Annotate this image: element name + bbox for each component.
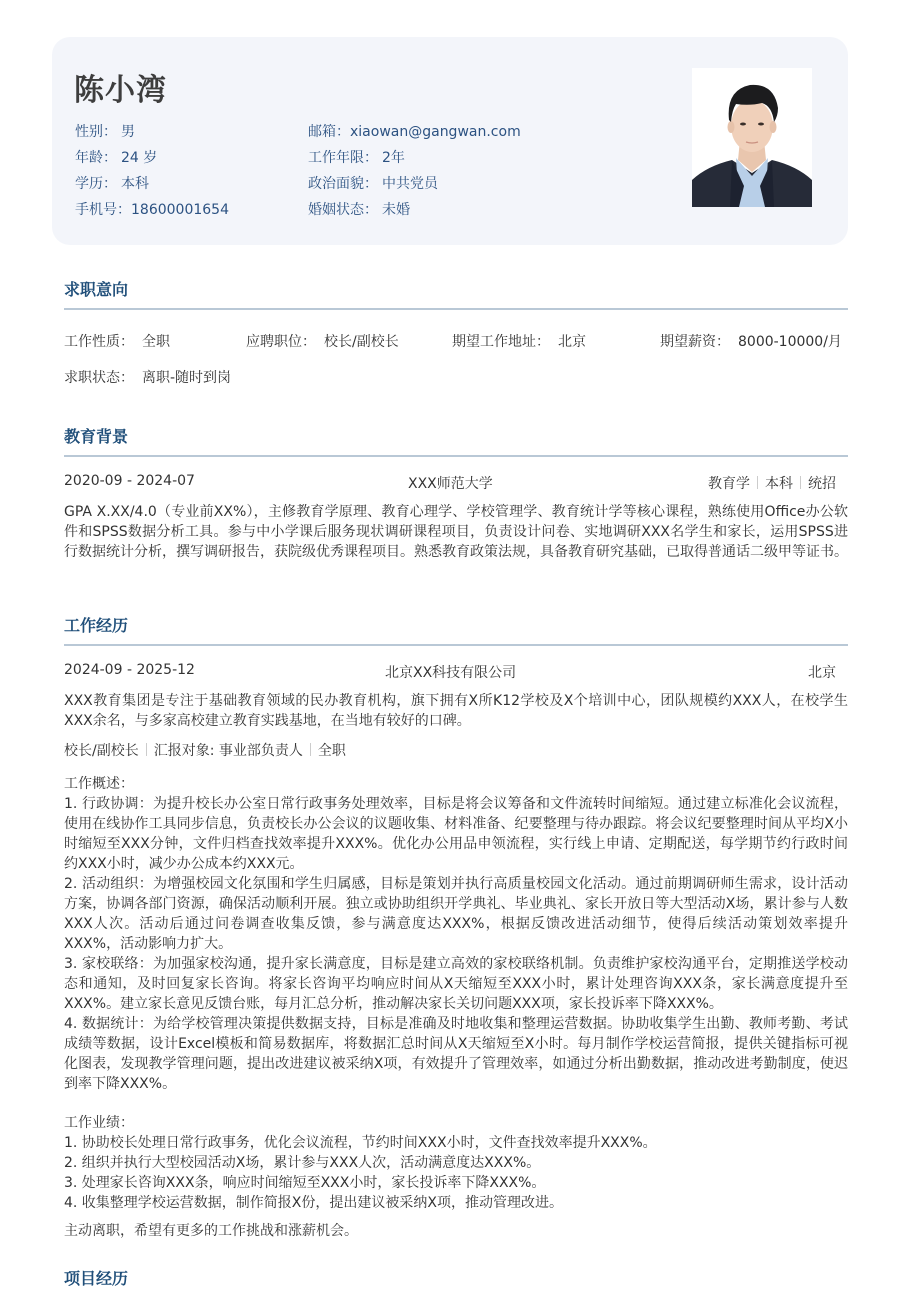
overview-item: 4. 数据统计：为给学校管理决策提供数据支持，目标是准确及时地收集和整理运营数据。协助收集学生出勤、教师考勤、考试成绩等数据，设计Excel模板和简易数据库，将数据汇总时间从X天缩短至X小时。每月制作学校运营简报，提供关键指标可视化图表，发现教学管理问题，提出改进建议被采纳X项，有效提升了管理效率，如通过分析出勤数据，推动改进考勤制度，使迟到率下降XXX%。 (64, 1016, 848, 1092)
info-value: 本科 (121, 176, 149, 192)
candidate-name: 陈小湾 (74, 73, 167, 108)
info-marital-status (308, 199, 410, 219)
intent-location (452, 331, 586, 351)
info-label: 政治面貌： (308, 176, 378, 192)
overview-title: 工作概述： (64, 776, 134, 792)
achievements-title: 工作业绩： (64, 1115, 134, 1131)
education-school: XXX师范大学 (408, 476, 493, 492)
education-description: GPA X.XX/4.0（专业前XX%），主修教育学原理、教育心理学、学校管理学、教育统计学等核心课程，熟练使用Office办公软件和SPSS数据分析工具。参与中小学课后服务现状调研课程项目，负责设计问卷、实地调研XXX名学生和家长，运用SPSS进行数据统计分析，撰写调研报告，获院级优秀课程项目。熟悉教育政策法规，具备教育研究基础，已取得普通话二级甲等证书。 (64, 504, 848, 560)
info-label: 工作年限： (308, 150, 378, 166)
field-label: 期望薪资： (660, 334, 730, 350)
section-divider (64, 644, 848, 646)
section-title-project: 项目经历 (64, 1269, 129, 1288)
field-label: 期望工作地址： (452, 334, 550, 350)
intent-position (246, 331, 399, 351)
info-value: 男 (121, 124, 135, 140)
info-political-status (308, 173, 438, 193)
tag-separator (310, 743, 311, 756)
person-portrait-icon (692, 68, 812, 207)
info-work-years (308, 147, 405, 167)
leave-reason: 主动离职，希望有更多的工作挑战和涨薪机会。 (64, 1223, 358, 1239)
education-degree: 本科 (765, 476, 793, 492)
field-value: 北京 (558, 334, 586, 350)
company-intro: XXX教育集团是专注于基础教育领域的民办教育机构，旗下拥有X所K12学校及X个培训中心，团队规模约XXX人，在校学生XXX余名，与多家高校建立教育实践基地，在当地有较好的口碑。 (64, 693, 848, 729)
section-title-job-intent: 求职意向 (64, 280, 129, 299)
work-location: 北京 (808, 665, 836, 681)
info-value: 24 岁 (121, 150, 158, 166)
education-period: 2020-09 - 2024-07 (64, 473, 195, 489)
education-enrollment-type: 统招 (808, 476, 836, 492)
info-label: 手机号： (75, 202, 131, 218)
intent-salary (660, 331, 842, 351)
work-report-to: 汇报对象: 事业部负责人 (153, 743, 303, 759)
achievement-item: 4. 收集整理学校运营数据，制作简报X份，提出建议被采纳X项，推动管理改进。 (64, 1195, 563, 1211)
field-value: 全职 (142, 334, 170, 350)
info-value: 中共党员 (382, 176, 438, 192)
tag-separator (800, 476, 801, 489)
info-value: 18600001654 (131, 202, 229, 218)
intent-work-type (64, 331, 170, 351)
achievement-item: 3. 处理家长咨询XXX条，响应时间缩短至XXX小时，家长投诉率下降XXX%。 (64, 1175, 546, 1191)
work-period: 2024-09 - 2025-12 (64, 662, 195, 678)
info-label: 邮箱： (308, 124, 350, 140)
overview-item: 3. 家校联络：为加强家校沟通，提升家长满意度，目标是建立高效的家校联络机制。负责维护家校沟通平台，定期推送学校动态和通知，及时回复家长咨询。将家长咨询平均响应时间从X天缩短至XXX小时，累计处理咨询XXX条，家长满意度提升至XXX%。建立家长意见反馈台账，每月汇总分析，推动解决家长关切问题XXX项，家长投诉率下降XXX%。 (64, 956, 848, 1012)
section-divider (64, 455, 848, 457)
field-value: 离职-随时到岗 (142, 370, 232, 386)
intent-status (64, 367, 231, 387)
info-value: 未婚 (382, 202, 410, 218)
field-label: 应聘职位： (246, 334, 316, 350)
profile-photo (692, 68, 812, 207)
profile-header-card (52, 37, 848, 245)
work-role: 校长/副校长 (64, 743, 139, 759)
info-label: 年龄： (75, 150, 117, 166)
education-major: 教育学 (708, 476, 750, 492)
section-divider (64, 308, 848, 310)
field-value: 8000-10000/月 (738, 334, 842, 350)
work-overview (64, 774, 848, 1094)
overview-item: 1. 行政协调：为提升校长办公室日常行政事务处理效率，目标是将会议筹备和文件流转时间缩短。通过建立标准化会议流程，使用在线协作工具同步信息，负责校长办公会议的议题收集、材料准备、纪要整理与待办跟踪。将会议纪要整理时间从平均X小时缩短至XXX分钟，文件归档查找效率提升XXX%。优化办公用品申领流程，实行线上申请、定期配送，每学期节约行政时间约XXX小时，减少办公成本约XXX元。 (64, 796, 848, 872)
info-value[interactable]: xiaowan@gangwan.com (350, 124, 521, 140)
overview-item: 2. 活动组织：为增强校园文化氛围和学生归属感，目标是策划并执行高质量校园文化活动。通过前期调研师生需求，设计活动方案，协调各部门资源，确保活动顺利开展。独立或协助组织开学典礼、毕业典礼、家长开放日等大型活动X场，累计参与人数XXX人次。活动后通过问卷调查收集反馈，参与满意度达XXX%，根据反馈改进活动细节，使得后续活动策划效率提升XXX%，活动影响力扩大。 (64, 876, 848, 952)
info-phone (75, 199, 229, 219)
section-title-work: 工作经历 (64, 616, 129, 635)
work-tags (64, 740, 346, 760)
info-label: 性别： (75, 124, 117, 140)
info-label: 学历： (75, 176, 117, 192)
work-employment-type: 全职 (317, 743, 346, 759)
education-tags (708, 473, 836, 493)
info-age (75, 147, 157, 167)
info-label: 婚姻状态： (308, 202, 378, 218)
info-degree (75, 173, 149, 193)
field-label: 求职状态： (64, 370, 134, 386)
tag-separator (146, 743, 147, 756)
field-value: 校长/副校长 (324, 334, 399, 350)
info-value: 2年 (382, 150, 405, 166)
achievement-item: 2. 组织并执行大型校园活动X场，累计参与XXX人次，活动满意度达XXX%。 (64, 1155, 541, 1171)
work-achievements (64, 1113, 848, 1213)
work-company: 北京XX科技有限公司 (385, 665, 517, 681)
info-gender (75, 121, 135, 141)
section-title-education: 教育背景 (64, 427, 129, 446)
tag-separator (757, 476, 758, 489)
achievement-item: 1. 协助校长处理日常行政事务，优化会议流程，节约时间XXX小时，文件查找效率提升XXX%。 (64, 1135, 657, 1151)
info-email (308, 121, 521, 141)
field-label: 工作性质： (64, 334, 134, 350)
